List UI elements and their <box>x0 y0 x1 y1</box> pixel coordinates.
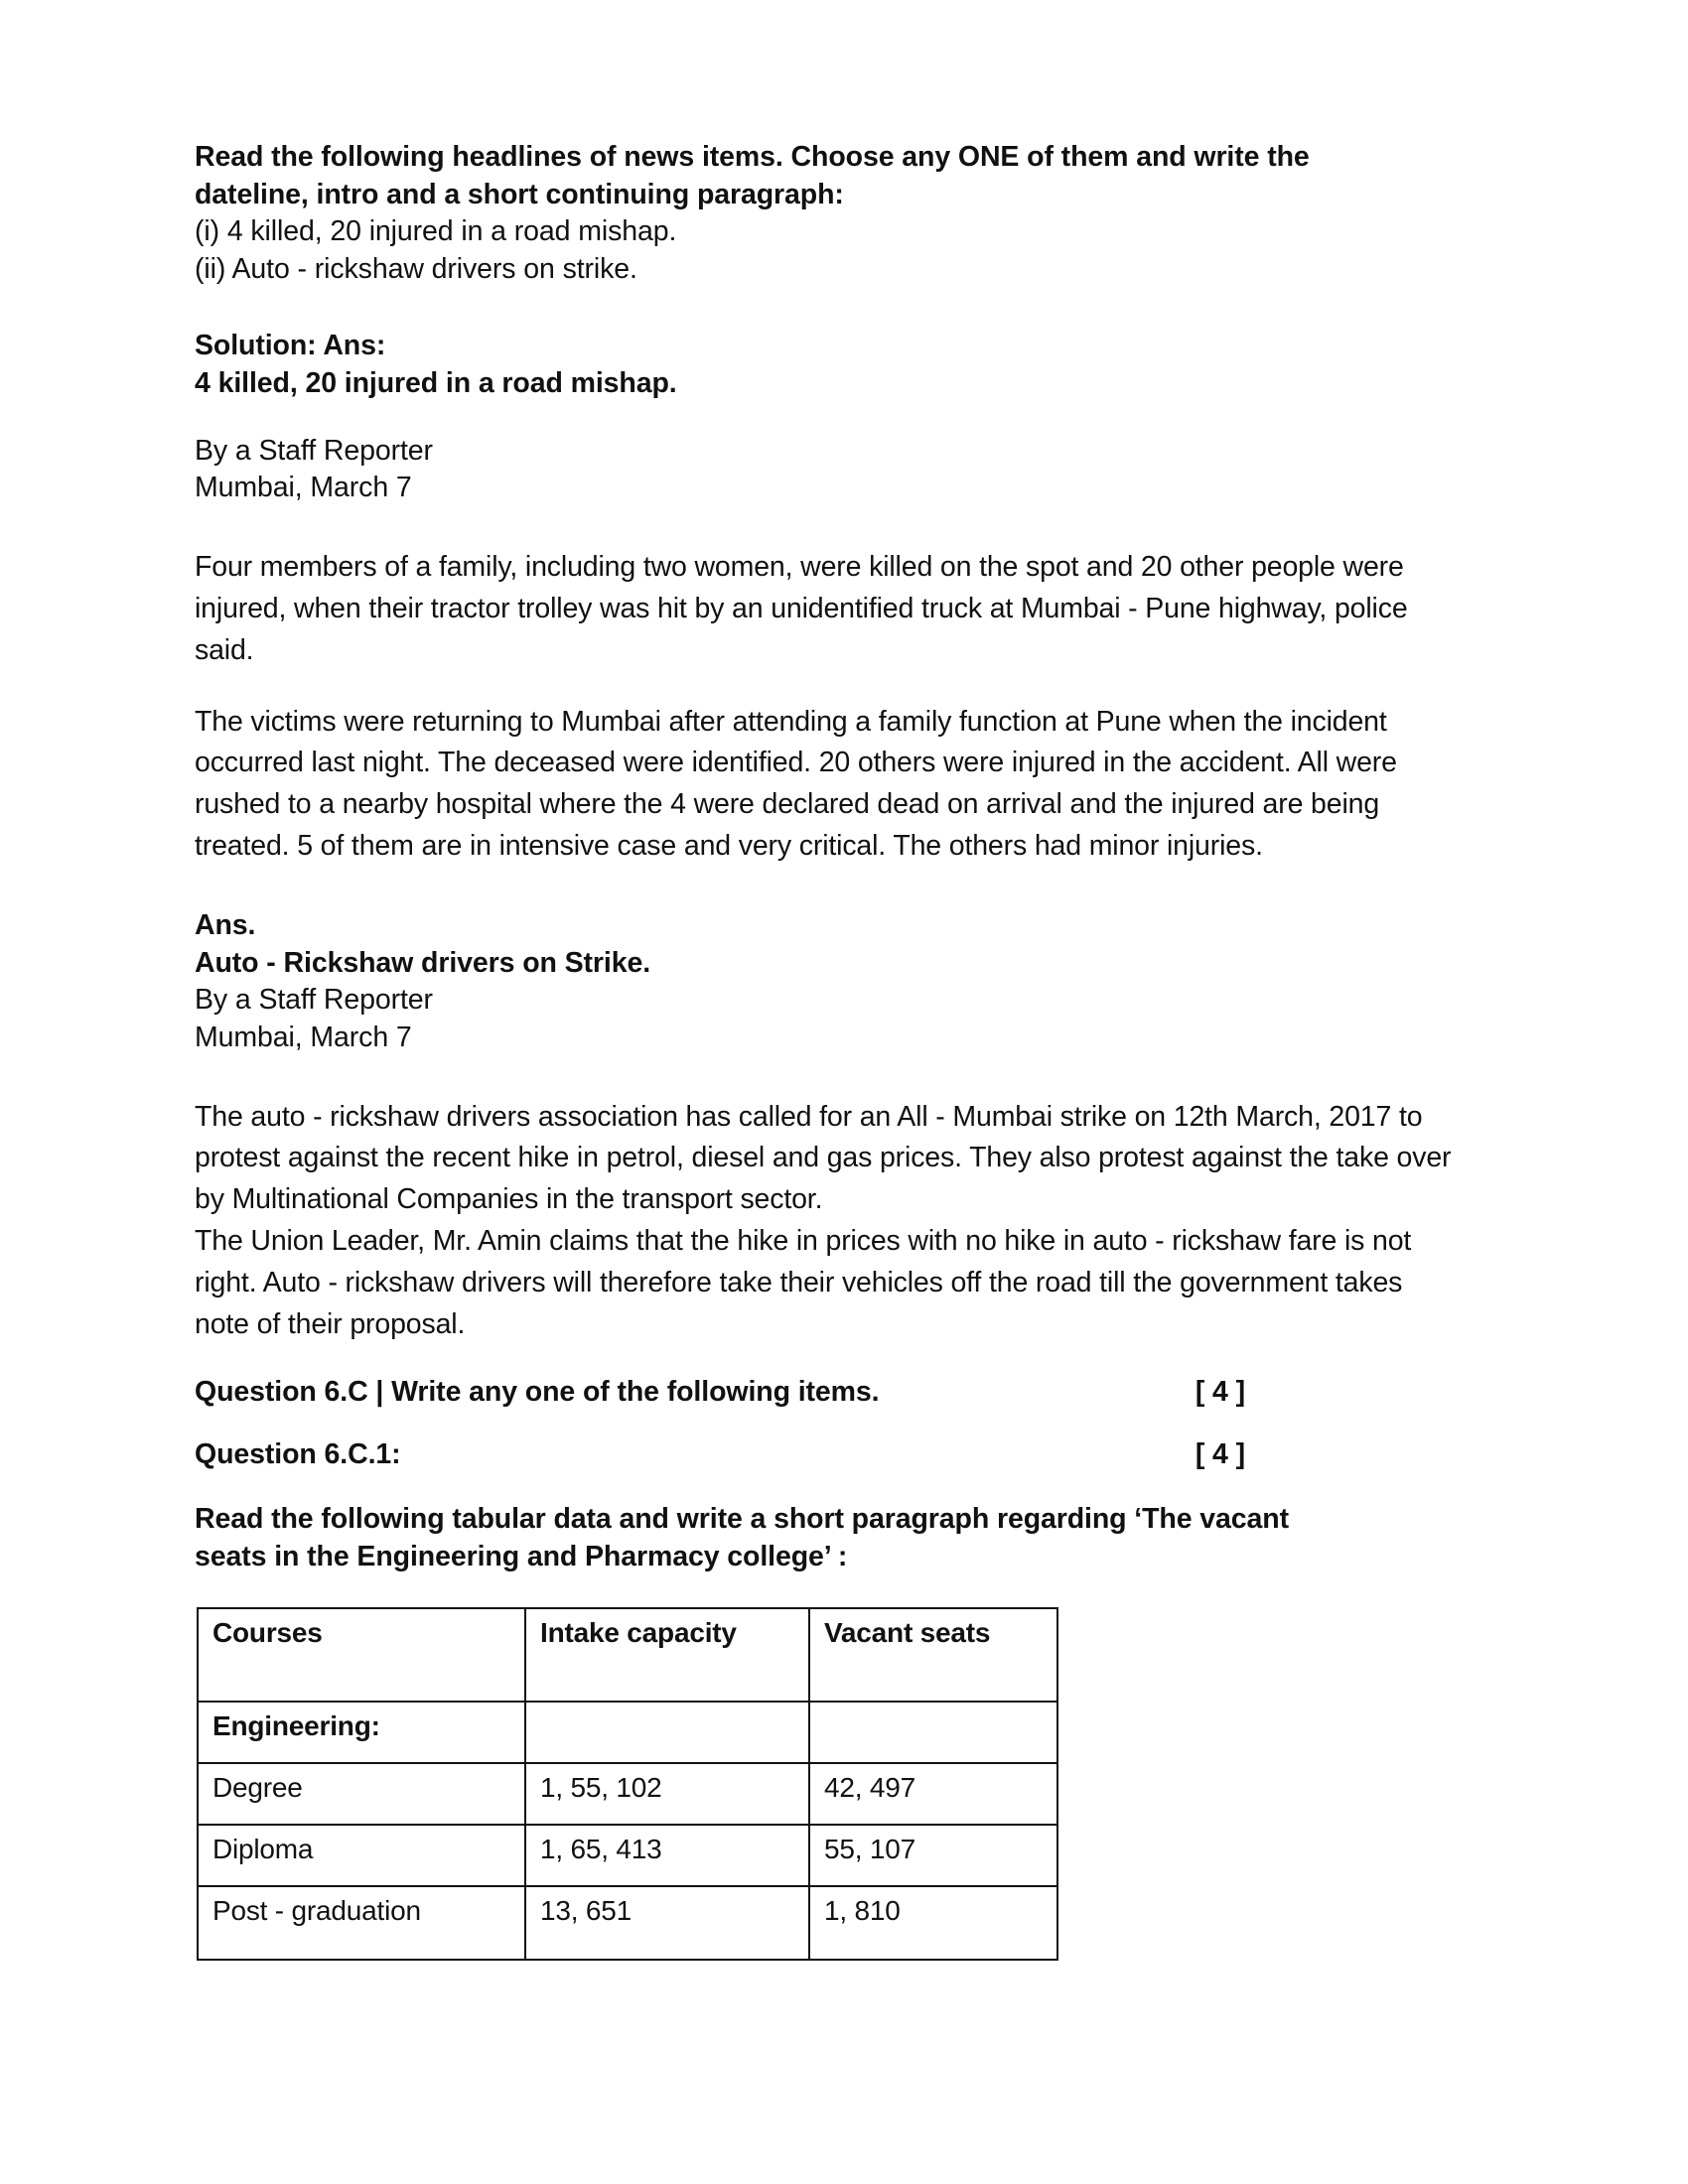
cell-vacant: 42, 497 <box>809 1763 1057 1825</box>
answer-two-byline: By a Staff Reporter <box>195 984 433 1017</box>
spacer <box>195 1057 1460 1097</box>
table-row <box>198 1702 1057 1763</box>
question-6c-label: Question 6.C | Write any one of the following items. <box>195 1375 880 1408</box>
prompt-heading-line1: Read the following headlines of news items. Choose any ONE of them and write the <box>195 141 1310 173</box>
cell-course: Degree <box>198 1763 525 1825</box>
solution-paragraph-2: The victims were returning to Mumbai after attending a family function at Pune when the incident occurred last night. The deceased were identified. 20 others were injured in the accident. All were rushed to a nearby hospital where the 4 were declared dead on arrival and the injured are being treated. 5 of them are in intensive case and very critical. The others had minor injuries. <box>195 705 1397 863</box>
cell-vacant: 1, 810 <box>809 1886 1057 1960</box>
solution-byline: By a Staff Reporter <box>195 434 433 467</box>
tabular-prompt-line2: seats in the Engineering and Pharmacy college’ : <box>195 1540 848 1572</box>
cell-course: Post - graduation <box>198 1886 525 1960</box>
spacer <box>195 1409 1460 1438</box>
solution-paragraph-1: Four members of a family, including two women, were killed on the spot and 20 other people were injured, when their tractor trolley was hit by an unidentified truck at Mumbai - Pune highway, police said. <box>195 550 1408 666</box>
prompt-item-ii: (ii) Auto - rickshaw drivers on strike. <box>195 252 637 285</box>
table-row <box>198 1886 1057 1960</box>
vacant-seats-table <box>197 1607 1058 1961</box>
spacer <box>195 403 1460 433</box>
spacer <box>195 868 1460 907</box>
answer-two-dateline: Mumbai, March 7 <box>195 1021 412 1053</box>
cell-vacant <box>809 1702 1057 1763</box>
table-row <box>198 1825 1057 1886</box>
tabular-prompt-line1: Read the following tabular data and write a short paragraph regarding ‘The vacant <box>195 1502 1290 1535</box>
table-row <box>198 1763 1057 1825</box>
prompt-heading-line2: dateline, intro and a short continuing paragraph: <box>195 178 844 210</box>
table-wrapper <box>197 1607 1460 1961</box>
cell-vacant: 55, 107 <box>809 1825 1057 1886</box>
column-header-vacant-seats: Vacant seats <box>809 1608 1057 1702</box>
question-6c1-row <box>195 1438 1460 1471</box>
solution-label: Solution: Ans: <box>195 330 386 362</box>
question-6c-row <box>195 1376 1460 1409</box>
spacer <box>195 288 1460 328</box>
solution-dateline: Mumbai, March 7 <box>195 472 412 504</box>
answer-two-paragraph-2: The Union Leader, Mr. Amin claims that the hike in prices with no hike in auto - rickshaw fare is not right. Auto - rickshaw drivers will therefore take their vehicles off the road till the government takes note of their proposal. <box>195 1225 1412 1340</box>
question-6c1-marks: [ 4 ] <box>1195 1437 1245 1470</box>
question-6c1-label: Question 6.C.1: <box>195 1437 401 1470</box>
cell-course: Engineering: <box>198 1702 525 1763</box>
answer-two-paragraph-1: The auto - rickshaw drivers association has called for an All - Mumbai strike on 12th March, 2017 to protest against the recent hike in petrol, diesel and gas prices. They also protest against the take over by Multinational Companies in the transport sector. <box>195 1100 1452 1216</box>
column-header-courses: Courses <box>198 1608 525 1702</box>
spacer <box>195 672 1460 702</box>
spacer <box>195 1471 1460 1501</box>
answer-two-headline: Auto - Rickshaw drivers on Strike. <box>195 946 651 979</box>
cell-course: Diploma <box>198 1825 525 1886</box>
cell-intake <box>525 1702 809 1763</box>
answer-two-label: Ans. <box>195 909 256 942</box>
question-6c-marks: [ 4 ] <box>1195 1375 1245 1408</box>
column-header-intake-capacity: Intake capacity <box>525 1608 809 1702</box>
spacer <box>195 1346 1460 1376</box>
solution-headline: 4 killed, 20 injured in a road mishap. <box>195 367 677 400</box>
cell-intake: 13, 651 <box>525 1886 809 1960</box>
spacer <box>195 507 1460 547</box>
cell-intake: 1, 65, 413 <box>525 1825 809 1886</box>
table-header-row <box>198 1608 1057 1702</box>
prompt-item-i: (i) 4 killed, 20 injured in a road mishap. <box>195 215 677 248</box>
cell-intake: 1, 55, 102 <box>525 1763 809 1825</box>
